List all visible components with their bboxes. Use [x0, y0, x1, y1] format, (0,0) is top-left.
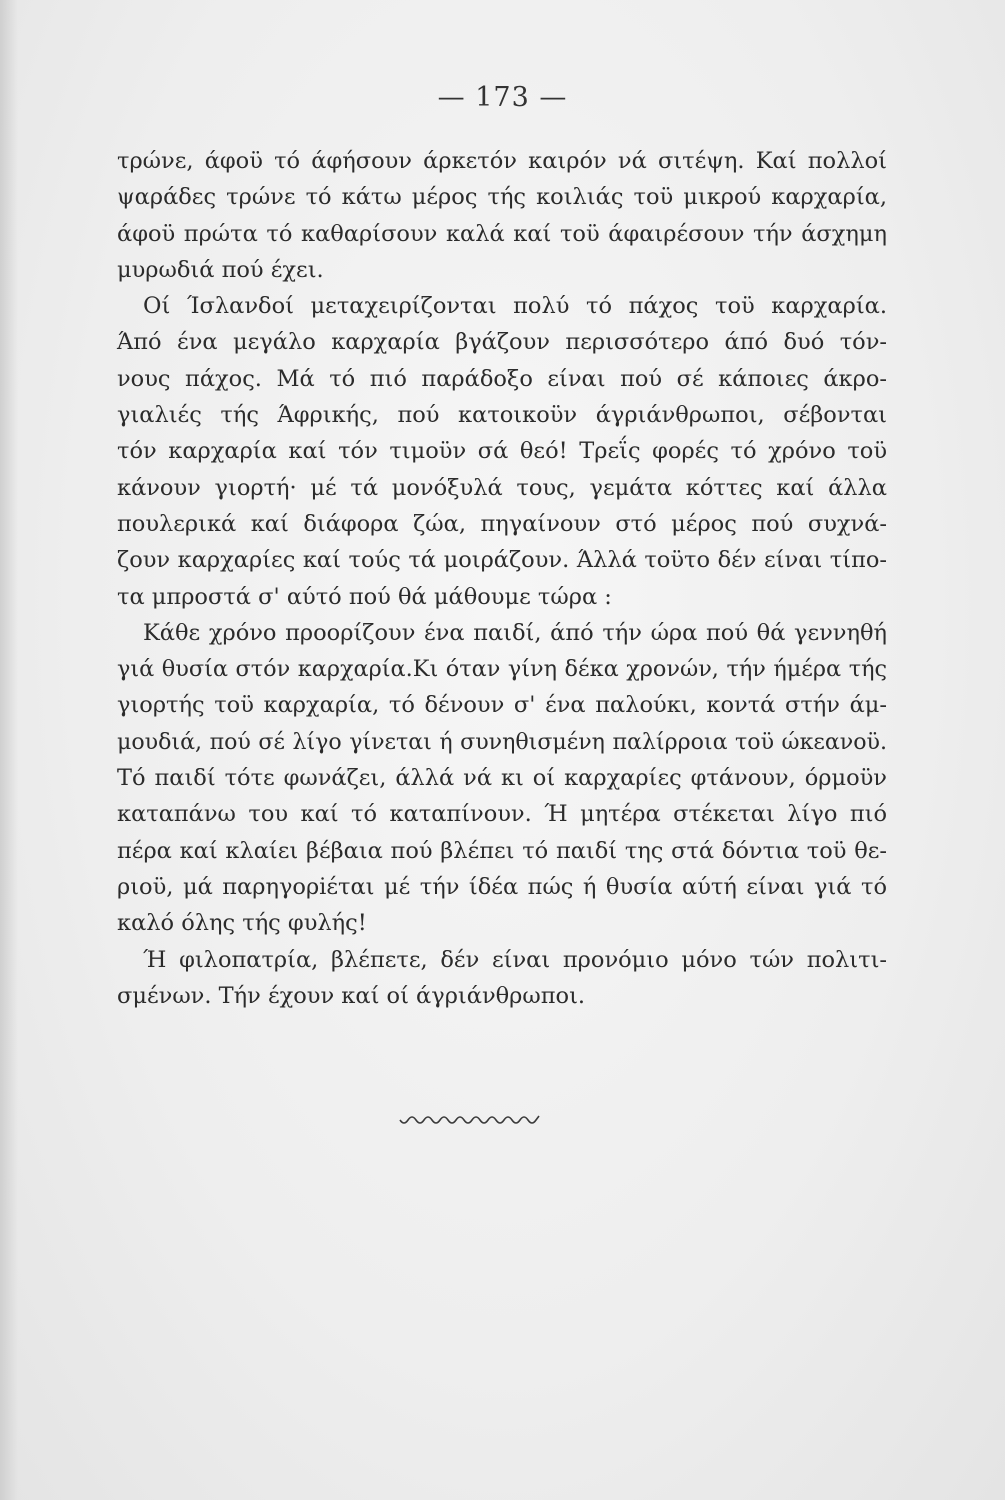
- text-line: Οί Ίσλανδοί μεταχειρίζονται πολύ τό πάχος τοϋ καρχαρία.: [143, 293, 887, 320]
- text-line: Ή φιλοπατρία, βλέπετε, δέν είναι προνόμιο μόνο τών πολιτι-: [143, 946, 887, 973]
- text-line: τα μπροστά σ' αύτό πού θά μάθουμε τώρα :: [117, 583, 612, 610]
- text-line: τρώνε, άφοϋ τό άφήσουν άρκετόν καιρόν νά σιτέψη. Καί πολλοί: [117, 148, 887, 174]
- text-line: νους πάχος. Μά τό πιό παράδοξο είναι πού σέ κάποιες άκρο-: [117, 365, 887, 392]
- text-line: καταπάνω του καί τό καταπίνουν. Ή μητέρα στέκεται λίγο πιό: [117, 801, 887, 828]
- text-line: γιά θυσία στόν καρχαρία.Κι όταν γίνη δέκα χρονών, τήν ήμέρα τής: [117, 656, 887, 683]
- ornamental-divider: [398, 1110, 542, 1134]
- text-line: ριοϋ, μά παρηγορiέται μέ τήν ίδέα πώς ή θυσία αύτή είναι γιά τό: [117, 873, 887, 900]
- body-text: [117, 143, 887, 1014]
- page-edge-shadow: [0, 0, 18, 1500]
- text-line: κάνουν γιορτή· μέ τά μονόξυλά τους, γεμάτα κόττες καί άλλα: [117, 474, 887, 501]
- text-line: άφοϋ πρώτα τό καθαρίσουν καλά καί τοϋ άφαιρέσουν τήν άσχημη: [117, 220, 887, 247]
- text-line: Κάθε χρόνο προορίζουν ένα παιδί, άπό τήν ώρα πού θά γεννηθή: [143, 619, 887, 646]
- text-line: μυρωδιά πού έχει.: [117, 256, 324, 283]
- text-line: ζουν καρχαρίες καί τούς τά μοιράζουν. Άλλά τοϋτο δέν είναι τίπο-: [117, 547, 887, 574]
- text-line: Άπό ένα μεγάλο καρχαρία βγάζουν περισσότερο άπό δυό τόν-: [117, 329, 887, 356]
- text-line: πέρα καί κλαίει βέβαια πού βλέπει τό παιδί της στά δόντια τοϋ θε-: [117, 837, 887, 864]
- text-line: τόν καρχαρία καί τόν τιμοϋν σά θεό! Τρεΐς φορές τό χρόνο τοϋ: [117, 438, 887, 465]
- text-line: σμένων. Τήν έχουν καί οί άγριάνθρωποι.: [117, 982, 586, 1009]
- text-line: Τό παιδί τότε φωνάζει, άλλά νά κι οί καρχαρίες φτάνουν, όρμοϋν: [117, 765, 887, 792]
- text-line: γιαλιές τής Άφρικής, πού κατοικοϋν άγριάνθρωποι, σέβονται: [117, 402, 887, 429]
- text-line: ψαράδες τρώνε τό κάτω μέρος τής κοιλιάς τοϋ μικρού καρχαρία,: [117, 184, 887, 211]
- page-number: — 173 —: [437, 82, 568, 113]
- text-line: πουλερικά καί διάφορα ζώα, πηγαίνουν στό μέρος πού συχνά-: [117, 510, 887, 537]
- text-line: μουδιά, πού σέ λίγο γίνεται ή συνηθισμένη παλίρροια τοϋ ώκεανοϋ.: [117, 728, 887, 755]
- text-line: καλό όλης τής φυλής!: [117, 910, 367, 937]
- text-line: γιορτής τοϋ καρχαρία, τό δένουν σ' ένα παλούκι, κοντά στήν άμ-: [117, 692, 887, 719]
